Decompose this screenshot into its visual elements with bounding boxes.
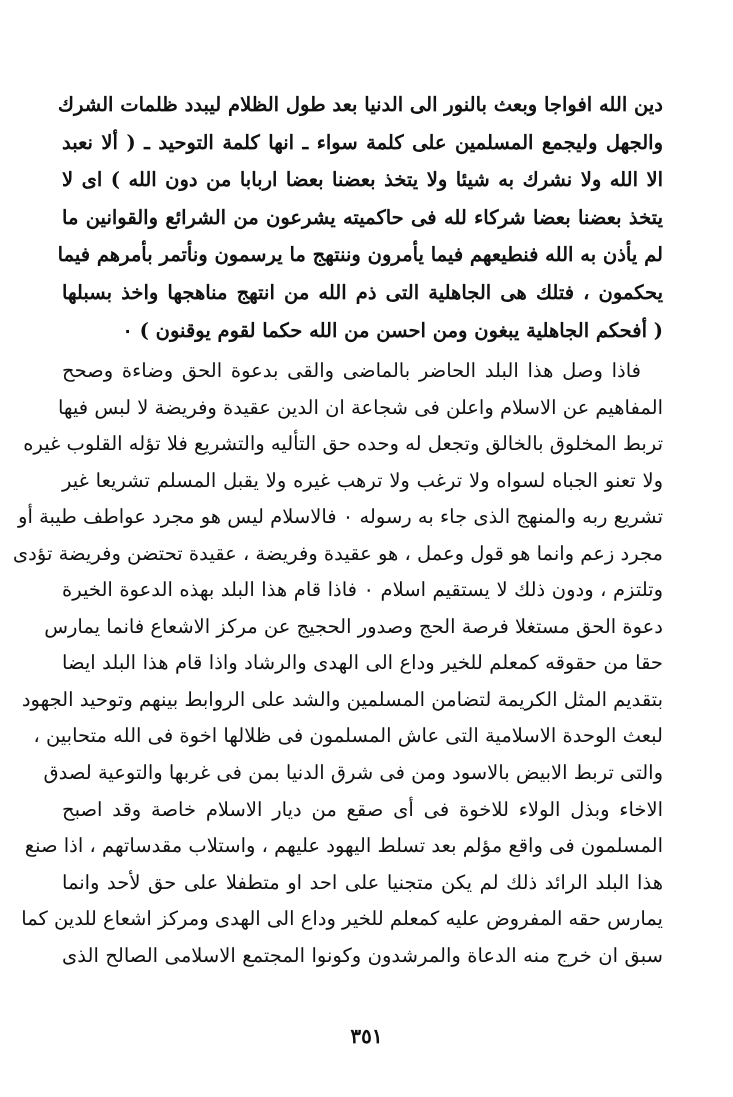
text-line: وتلتزم ، ودون ذلك لا يستقيم اسلام ٠ فاذا قام هذا البلد بهذه الدعوة الخيرة (62, 578, 663, 602)
text-line: دعوة الحق مستغلا فرصة الحج وصدور الحجيج عن مركز الاشعاع فانما يمارس (44, 614, 663, 638)
page-number: ٣٥١ (350, 1024, 383, 1048)
text-line: بتقديم المثل الكريمة لتضامن المسلمين والشد على الروابط بينهم وتوحيد الجهود (21, 687, 663, 711)
text-line: الا الله ولا نشرك به شيئا ولا يتخذ بعضنا بعضا اربابا من دون الله ) اى لا (62, 168, 663, 192)
text-line: تربط المخلوق بالخالق وتجعل له وحده حق التأليه والتشريع فلا تؤله القلوب غيره (23, 432, 663, 456)
text-line: والجهل وليجمع المسلمين على كلمة سواء ـ انها كلمة التوحيد ـ ( ألا نعبد (62, 130, 663, 154)
text-line: تشريع ربه والمنهج الذى جاء به رسوله ٠ فالاسلام ليس هو مجرد عواطف طيبة أو (18, 505, 663, 529)
text-line: ولا تعنو الجباه لسواه ولا ترغب ولا ترهب غيره ولا يقبل المسلم تشريعا غير (62, 468, 663, 492)
text-line: يتخذ بعضنا بعضا شركاء لله فى حاكميته يشرعون من الشرائع والقوانين ما (62, 205, 663, 229)
text-line: والتى تربط الابيض بالاسود ومن فى شرق الدنيا بمن فى غربها والتوعية لصدق (43, 761, 663, 785)
text-line: لم يأذن به الله فنطيعهم فيما يأمرون وننتهج ما يرسمون ونأتمر بأمرهم فيما (57, 243, 663, 267)
text-line: لبعث الوحدة الاسلامية التى عاش المسلمون فى ظلالها اخوة فى الله متحابين ، (33, 724, 663, 748)
text-line: الاخاء وبذل الولاء للاخوة فى أى صقع من ديار الاسلام خاصة وقد اصبح (62, 797, 663, 821)
paragraph-1 (57, 86, 663, 349)
text-line: المفاهيم عن الاسلام واعلن فى شجاعة ان الدين عقيدة وفريضة لا لبس فيها (57, 395, 663, 419)
paragraph-2 (12, 353, 663, 974)
text-line: سبق ان خرج منه الدعاة والمرشدون وكونوا المجتمع الاسلامى الصالح الذى (62, 943, 663, 967)
text-line: فاذا وصل هذا البلد الحاضر بالماضى والقى بدعوة الحق وضاءة وصحح (62, 359, 641, 382)
text-line: هذا البلد الرائد ذلك لم يكن متجنيا على احد او متطفلا على حق لأحد وانما (62, 870, 663, 894)
text-line: يمارس حقه المفروض عليه كمعلم للخير وداع الى الهدى ومركز اشعاع للدين كما (21, 907, 663, 931)
text-line: مجرد زعم وانما هو قول وعمل ، هو عقيدة وفريضة ، عقيدة تحتضن وفريضة تؤدى (12, 541, 663, 565)
text-line: يحكمون ، فتلك هى الجاهلية التى ذم الله من انتهج مناهجها واخذ بسبلها (62, 280, 663, 304)
text-line: حقا من حقوقه كمعلم للخير وداع الى الهدى والرشاد واذا قام هذا البلد ايضا (62, 651, 663, 675)
text-line: المسلمون فى واقع مؤلم بعد تسلط اليهود عليهم ، واستلاب مقدساتهم ، اذا صنع (24, 834, 663, 858)
text-line: ( أفحكم الجاهلية يبغون ومن احسن من الله حكما لقوم يوقنون ) ٠ (122, 318, 663, 342)
text-line: دين الله افواجا وبعث بالنور الى الدنيا بعد طول الظلام ليبدد ظلمات الشرك (57, 93, 663, 116)
